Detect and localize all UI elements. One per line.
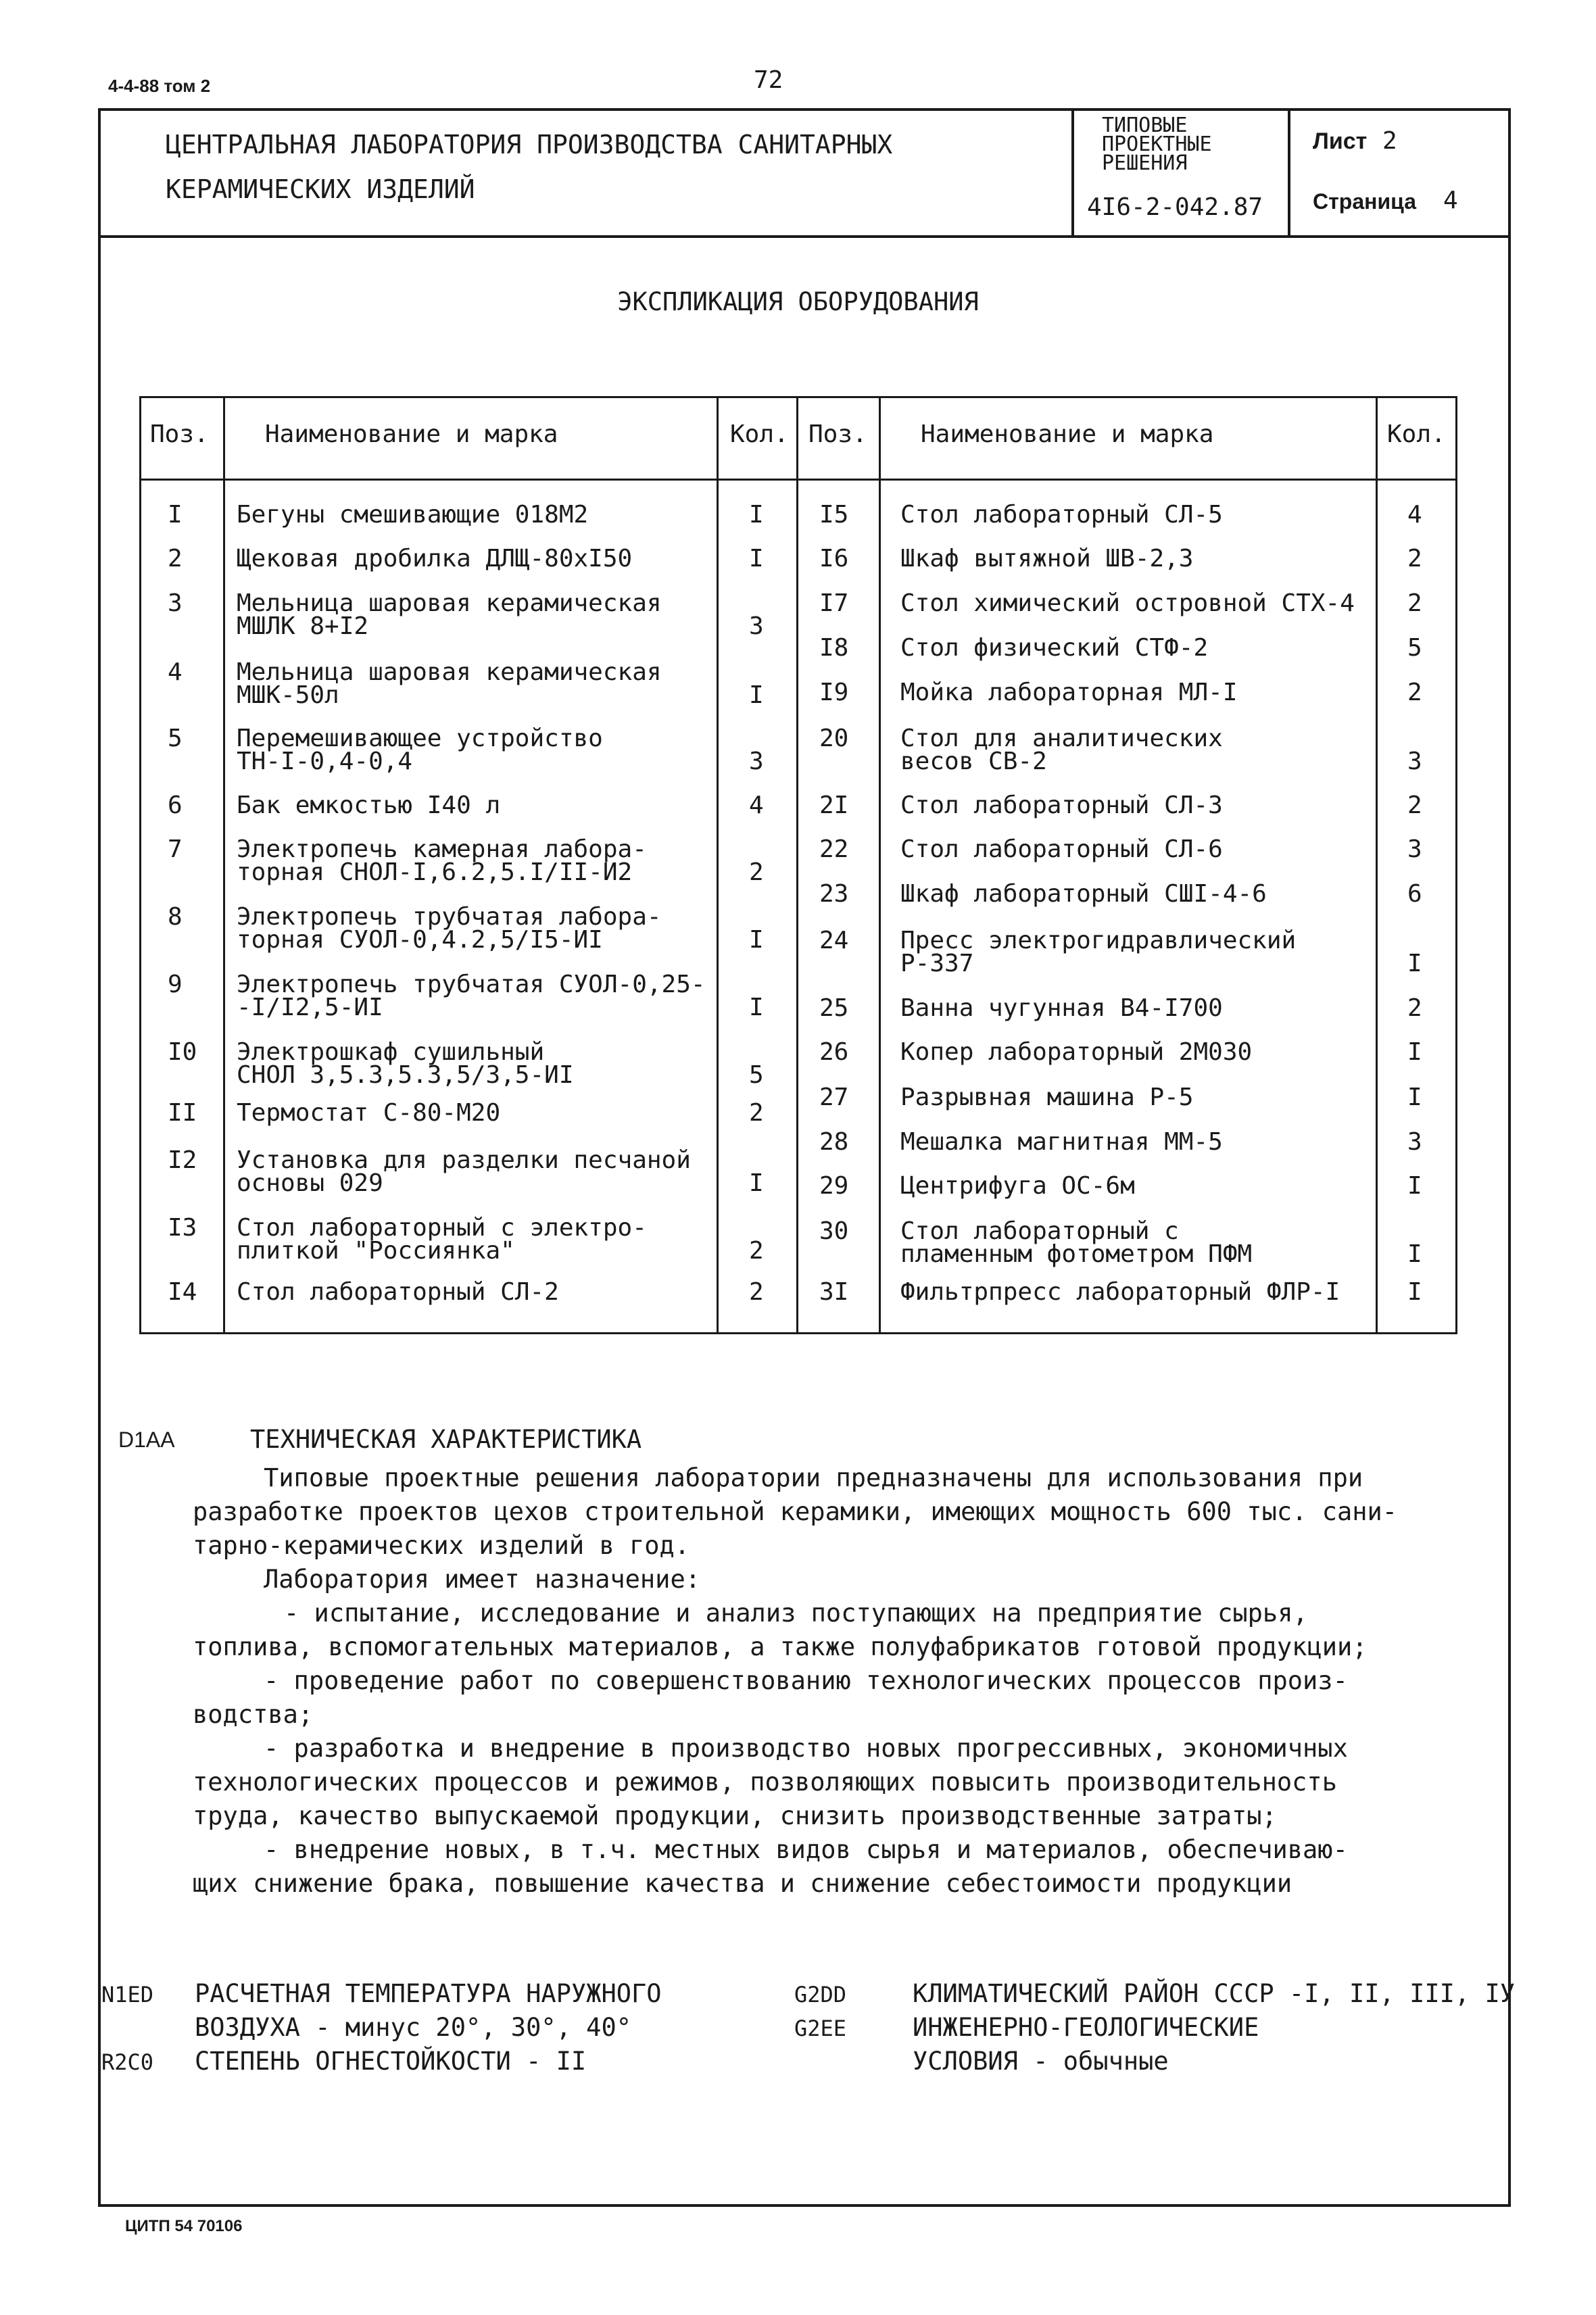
row-pos: 22 <box>819 835 849 863</box>
row-pos: 24 <box>819 927 849 954</box>
row-pos: I0 <box>168 1038 197 1066</box>
page-number: 72 <box>754 66 783 94</box>
row-name: Мельница шаровая керамическая <box>237 658 662 686</box>
row-pos: I3 <box>168 1214 197 1242</box>
row-qty: 2 <box>1407 994 1422 1022</box>
table-column-divider <box>879 396 881 1334</box>
row-pos: 2 <box>168 545 183 572</box>
row-name: Стол физический СТФ-2 <box>900 634 1209 662</box>
tech-line: тарно-керамических изделий в год. <box>193 1531 690 1560</box>
page-label: Страница <box>1313 189 1416 214</box>
row-qty: I <box>1407 1172 1422 1200</box>
row-pos: 27 <box>819 1083 849 1111</box>
row-pos: I8 <box>819 634 849 662</box>
row-name: Стол лабораторный с <box>900 1217 1179 1245</box>
table-column-divider <box>223 396 225 1334</box>
row-pos: 26 <box>819 1038 849 1066</box>
row-pos: 3 <box>168 589 183 617</box>
row-name-continued: торная СНОЛ-I,6.2,5.I/II-И2 <box>237 858 633 886</box>
row-qty: 3 <box>749 612 764 640</box>
row-pos: 8 <box>168 903 183 931</box>
row-pos: 3I <box>819 1278 849 1306</box>
row-qty: 2 <box>1407 791 1422 819</box>
row-name: Электропечь трубчатая СУОЛ-0,25- <box>237 971 706 998</box>
footer-code: ЦИТП 54 70106 <box>125 2217 243 2235</box>
row-qty: I <box>1407 1038 1422 1066</box>
row-pos: I <box>168 501 183 529</box>
row-name-continued: основы 029 <box>237 1169 383 1197</box>
row-name-continued: -I/I2,5-ИI <box>237 994 383 1021</box>
row-qty: I <box>1407 1240 1422 1268</box>
row-pos: 6 <box>168 791 183 819</box>
table-column-divider <box>796 396 798 1334</box>
row-name-continued: СНОЛ 3,5.3,5.3,5/3,5-ИI <box>237 1061 574 1089</box>
row-name: Мойка лабораторная МЛ-I <box>900 679 1238 706</box>
param-code: G2DD <box>794 1982 847 2007</box>
series-label: 4-4-88 том 2 <box>108 76 211 96</box>
row-pos: 9 <box>168 971 183 998</box>
row-qty: 3 <box>1407 748 1422 775</box>
row-name-continued: МШЛК 8+I2 <box>237 612 369 640</box>
row-name: Шкаф вытяжной ШВ-2,3 <box>900 545 1194 572</box>
table-column-divider <box>717 396 719 1334</box>
tech-line: технологических процессов и режимов, позволяющих повысить производительность <box>193 1768 1337 1797</box>
row-name: Мешалка магнитная ММ-5 <box>900 1128 1223 1156</box>
row-qty: I <box>749 545 764 572</box>
row-pos: 29 <box>819 1172 849 1200</box>
row-qty: I <box>749 1169 764 1197</box>
row-qty: 2 <box>749 1237 764 1265</box>
row-pos: I6 <box>819 545 849 572</box>
row-name: Копер лабораторный 2М030 <box>900 1038 1253 1066</box>
row-name-continued: торная СУОЛ-0,4.2,5/I5-ИI <box>237 926 603 954</box>
fire-resistance-line: СТЕПЕНЬ ОГНЕСТОЙКОСТИ - II <box>195 2047 587 2076</box>
tpr-label-line1: ТИПОВЫЕ <box>1102 114 1188 137</box>
row-qty: I <box>1407 950 1422 977</box>
header-qty: Кол. <box>1387 420 1446 448</box>
row-pos: 2I <box>819 791 849 819</box>
tech-line: Типовые проектные решения лаборатории предназначены для использования при <box>264 1463 1363 1492</box>
row-name-continued: МШК-50л <box>237 681 339 709</box>
tech-line: труда, качество выпускаемой продукции, снизить производственные затраты; <box>193 1801 1277 1830</box>
row-pos: I4 <box>168 1278 197 1306</box>
header-divider <box>1288 108 1290 237</box>
row-name: Щековая дробилка ДЛЩ-80хI50 <box>237 545 633 572</box>
row-name-continued: весов СВ-2 <box>900 748 1047 775</box>
row-name: Установка для разделки песчаной <box>237 1146 691 1174</box>
sheet-value: 2 <box>1382 127 1397 155</box>
row-name: Стол лабораторный СЛ-6 <box>900 835 1223 863</box>
row-name: Перемешивающее устройство <box>237 725 603 752</box>
header-divider <box>1071 108 1074 237</box>
header-divider <box>98 235 1511 238</box>
row-qty: 3 <box>749 748 764 775</box>
row-qty: 5 <box>749 1061 764 1089</box>
row-qty: 4 <box>749 791 764 819</box>
page-value: 4 <box>1443 187 1458 214</box>
row-name: Мельница шаровая керамическая <box>237 589 662 617</box>
param-code: G2EE <box>794 2016 847 2041</box>
row-name: Стол лабораторный с электро- <box>237 1214 647 1242</box>
project-code: 4I6-2-042.87 <box>1087 193 1263 221</box>
table-header-divider <box>139 479 1457 481</box>
row-qty: 2 <box>749 1278 764 1306</box>
row-name-continued: ТН-I-0,4-0,4 <box>237 748 413 775</box>
row-qty: I <box>749 994 764 1021</box>
row-qty: I <box>1407 1278 1422 1306</box>
row-qty: 6 <box>1407 880 1422 908</box>
row-name: Стол лабораторный СЛ-5 <box>900 501 1223 529</box>
header-name: Наименование и марка <box>921 420 1214 448</box>
sheet-label: Лист <box>1313 128 1368 154</box>
row-qty: I <box>749 501 764 529</box>
tech-line: Лаборатория имеет назначение: <box>264 1565 701 1594</box>
row-pos: 20 <box>819 725 849 752</box>
tpr-label-line2: ПРОЕКТНЫЕ <box>1102 132 1212 156</box>
row-pos: I5 <box>819 501 849 529</box>
row-pos: II <box>168 1099 197 1127</box>
row-name: Бак емкостью I40 л <box>237 791 501 819</box>
row-pos: 23 <box>819 880 849 908</box>
row-qty: I <box>1407 1083 1422 1111</box>
row-name: Фильтрпресс лабораторный ФЛР-I <box>900 1278 1340 1306</box>
header-name: Наименование и марка <box>265 420 558 448</box>
row-qty: I <box>749 926 764 954</box>
row-name: Шкаф лабораторный СШI-4-6 <box>900 880 1267 908</box>
row-pos: 28 <box>819 1128 849 1156</box>
row-pos: 25 <box>819 994 849 1022</box>
table-column-divider <box>1376 396 1378 1334</box>
tech-line: - испытание, исследование и анализ поступающих на предприятие сырья, <box>284 1599 1308 1628</box>
param-code: R2C0 <box>101 2049 154 2075</box>
row-name: Разрывная машина Р-5 <box>900 1083 1194 1111</box>
section-title: ТЕХНИЧЕСКАЯ ХАРАКТЕРИСТИКА <box>250 1425 642 1454</box>
row-qty: I <box>749 681 764 709</box>
row-qty: 5 <box>1407 634 1422 662</box>
row-name-continued: Р-337 <box>900 950 974 977</box>
row-name: Стол лабораторный СЛ-2 <box>237 1278 559 1306</box>
tech-line: разработке проектов цехов строительной керамики, имеющих мощность 600 тыс. сани- <box>193 1497 1398 1526</box>
row-qty: 2 <box>1407 679 1422 706</box>
row-name: Стол для аналитических <box>900 725 1223 752</box>
row-pos: 4 <box>168 658 183 686</box>
row-pos: 5 <box>168 725 183 752</box>
geology-line2: УСЛОВИЯ - обычные <box>913 2047 1169 2076</box>
row-name: Пресс электрогидравлический <box>900 927 1297 954</box>
row-pos: I2 <box>168 1146 197 1174</box>
row-name-continued: плиткой "Россиянка" <box>237 1237 515 1265</box>
row-name: Электропечь камерная лабора- <box>237 835 647 863</box>
row-name: Стол химический островной СТХ-4 <box>900 589 1355 617</box>
table-title: ЭКСПЛИКАЦИЯ ОБОРУДОВАНИЯ <box>617 287 979 316</box>
row-pos: I7 <box>819 589 849 617</box>
row-name: Электрошкаф сушильный <box>237 1038 545 1066</box>
row-name: Стол лабораторный СЛ-3 <box>900 791 1223 819</box>
row-name: Электропечь трубчатая лабора- <box>237 903 662 931</box>
tech-line: топлива, вспомогательных материалов, а также полуфабрикатов готовой продукции; <box>193 1632 1368 1661</box>
header-pos: Поз. <box>150 420 209 448</box>
climate-line: КЛИМАТИЧЕСКИЙ РАЙОН СССР -I, II, III, IУ <box>913 1979 1516 2008</box>
organization-title-line2: КЕРАМИЧЕСКИХ ИЗДЕЛИЙ <box>166 174 475 204</box>
row-qty: 2 <box>749 858 764 886</box>
tech-line: щих снижение брака, повышение качества и снижение себестоимости продукции <box>193 1869 1292 1898</box>
row-qty: 3 <box>1407 835 1422 863</box>
row-qty: 2 <box>1407 589 1422 617</box>
row-qty: 2 <box>1407 545 1422 572</box>
row-qty: 3 <box>1407 1128 1422 1156</box>
tpr-label-line3: РЕШЕНИЯ <box>1102 151 1188 175</box>
tech-line: - внедрение новых, в т.ч. местных видов сырья и материалов, обеспечиваю- <box>264 1835 1348 1864</box>
row-name: Бегуны смешивающие 018М2 <box>237 501 589 529</box>
row-name: Центрифуга ОС-6м <box>900 1172 1135 1200</box>
row-pos: I9 <box>819 679 849 706</box>
tech-line: - проведение работ по совершенствованию технологических процессов произ- <box>264 1666 1348 1695</box>
temperature-line2: ВОЗДУХА - минус 20°, 30°, 40° <box>195 2013 632 2042</box>
row-pos: 7 <box>168 835 183 863</box>
geology-line1: ИНЖЕНЕРНО-ГЕОЛОГИЧЕСКИЕ <box>913 2013 1259 2042</box>
header-qty: Кол. <box>730 420 789 448</box>
tech-line: - разработка и внедрение в производство новых прогрессивных, экономичных <box>264 1734 1348 1763</box>
organization-title-line1: ЦЕНТРАЛЬНАЯ ЛАБОРАТОРИЯ ПРОИЗВОДСТВА САНИТАРНЫХ <box>166 130 893 160</box>
section-code: D1AA <box>118 1428 175 1452</box>
header-pos: Поз. <box>808 420 867 448</box>
row-pos: 30 <box>819 1217 849 1245</box>
temperature-line1: РАСЧЕТНАЯ ТЕМПЕРАТУРА НАРУЖНОГО <box>195 1979 662 2008</box>
row-qty: 2 <box>749 1099 764 1127</box>
row-name: Ванна чугунная В4-I700 <box>900 994 1223 1022</box>
param-code: N1ED <box>101 1982 154 2007</box>
row-qty: 4 <box>1407 501 1422 529</box>
tech-line: водства; <box>193 1700 314 1729</box>
row-name-continued: пламенным фотометром ПФМ <box>900 1240 1253 1268</box>
row-name: Термостат С-80-М20 <box>237 1099 501 1127</box>
